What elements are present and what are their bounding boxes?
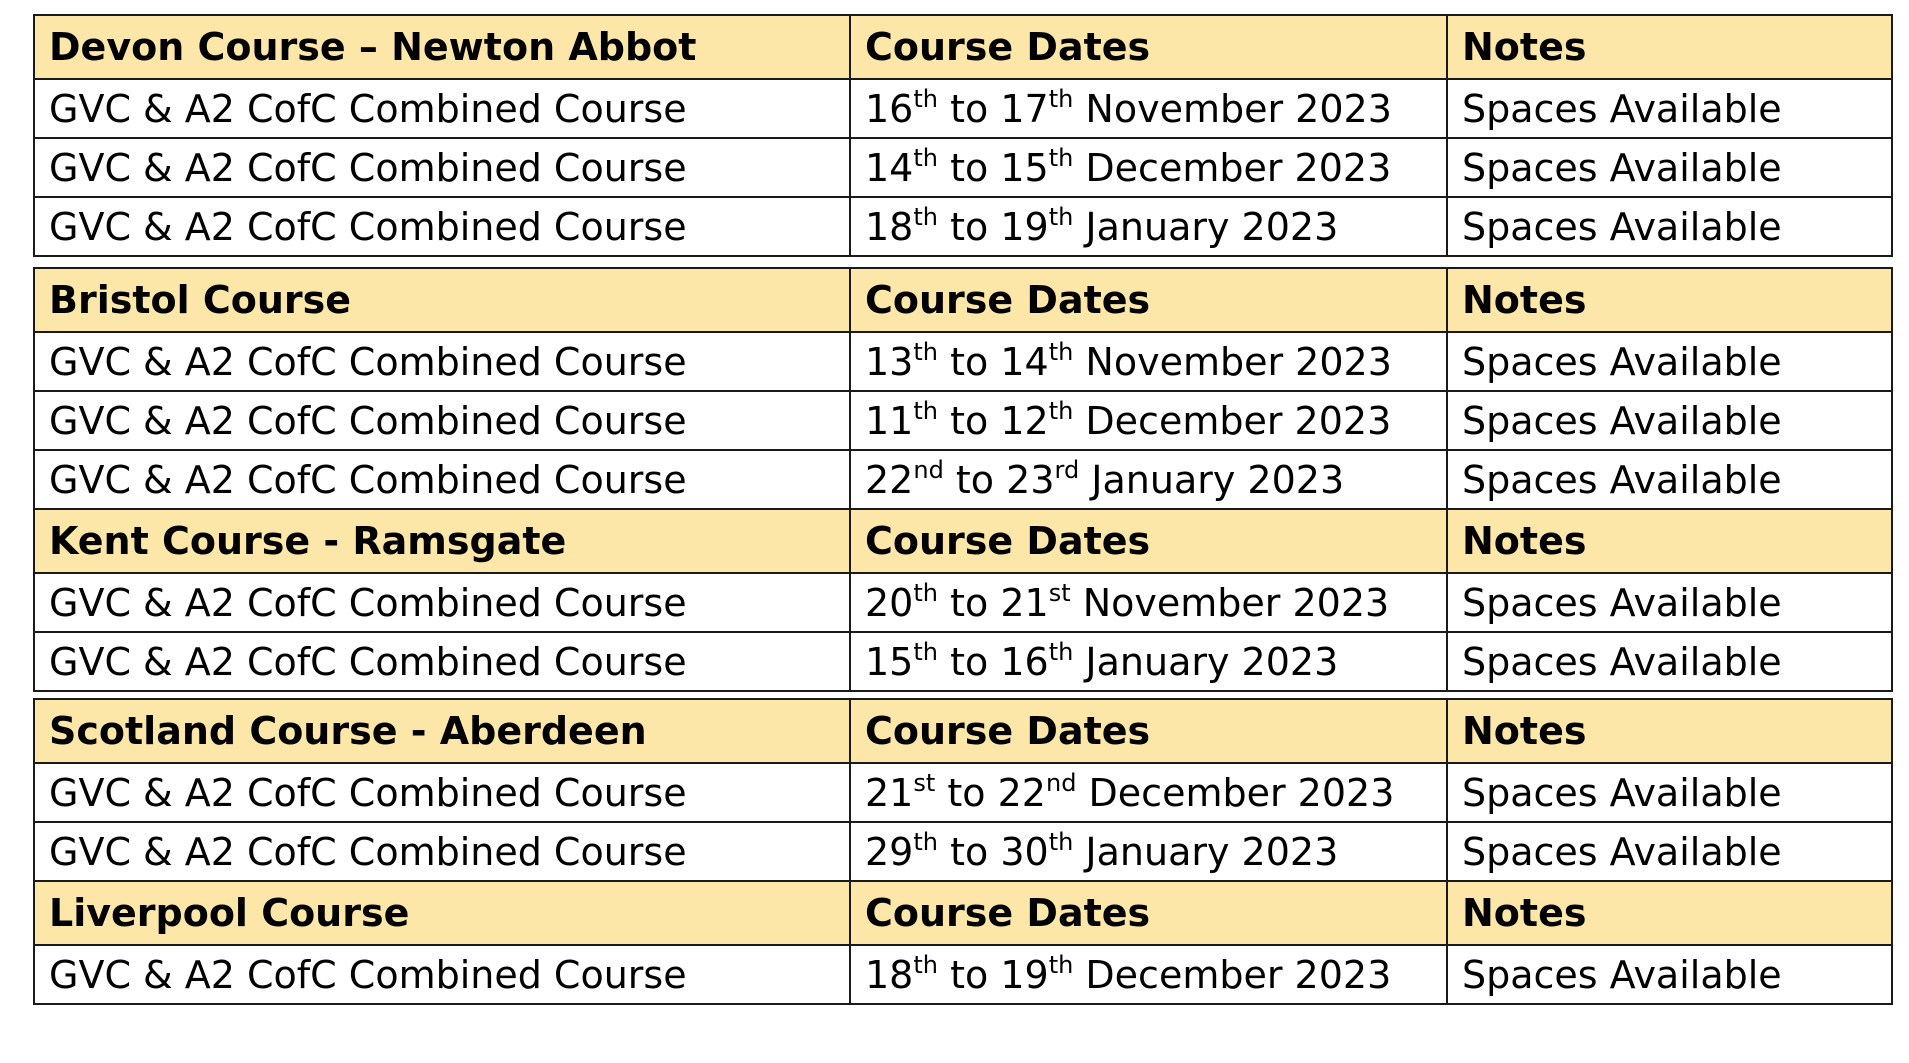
course-date <box>850 450 1447 509</box>
course-section-table <box>33 880 1893 1005</box>
date-start-day: 29 <box>865 829 914 874</box>
table-row <box>34 822 1892 881</box>
course-section-table <box>33 14 1893 257</box>
course-date <box>850 391 1447 450</box>
date-start-day: 15 <box>865 639 914 684</box>
table-row <box>34 138 1892 197</box>
date-month-year: December 2023 <box>1085 398 1392 443</box>
section-header-row <box>34 699 1892 763</box>
date-end-suffix: st <box>1048 578 1071 607</box>
date-month-year: December 2023 <box>1085 145 1392 190</box>
course-date <box>850 573 1447 632</box>
section-title: Devon Course – Newton Abbot <box>34 15 850 79</box>
date-month-year: November 2023 <box>1082 580 1390 625</box>
date-start-suffix: th <box>913 202 938 231</box>
date-connector: to <box>950 204 989 249</box>
date-start-suffix: th <box>913 337 938 366</box>
date-start-day: 22 <box>865 457 914 502</box>
course-section-table <box>33 508 1893 692</box>
date-month-year: January 2023 <box>1091 457 1345 502</box>
table-row <box>34 632 1892 691</box>
date-connector: to <box>950 339 989 384</box>
course-name: GVC & A2 CofC Combined Course <box>34 79 850 138</box>
availability-note: Spaces Available <box>1447 763 1892 822</box>
course-name: GVC & A2 CofC Combined Course <box>34 450 850 509</box>
date-end-day: 21 <box>1000 580 1049 625</box>
course-dates-header: Course Dates <box>850 509 1447 573</box>
date-start-day: 20 <box>865 580 914 625</box>
date-start-suffix: th <box>913 143 938 172</box>
date-month-year: December 2023 <box>1085 952 1392 997</box>
date-start-day: 21 <box>865 770 914 815</box>
date-end-day: 17 <box>1000 86 1049 131</box>
date-end-suffix: th <box>1048 337 1074 366</box>
table-row <box>34 79 1892 138</box>
availability-note: Spaces Available <box>1447 79 1892 138</box>
table-row <box>34 197 1892 256</box>
availability-note: Spaces Available <box>1447 138 1892 197</box>
notes-header: Notes <box>1447 268 1892 332</box>
availability-note: Spaces Available <box>1447 945 1892 1004</box>
course-name: GVC & A2 CofC Combined Course <box>34 945 850 1004</box>
section-title: Liverpool Course <box>34 881 850 945</box>
table-row <box>34 450 1892 509</box>
date-end-day: 19 <box>1000 952 1049 997</box>
section-title: Scotland Course - Aberdeen <box>34 699 850 763</box>
course-date <box>850 79 1447 138</box>
date-end-suffix: th <box>1048 84 1074 113</box>
date-start-suffix: th <box>913 84 938 113</box>
date-end-day: 15 <box>1000 145 1049 190</box>
date-month-year: January 2023 <box>1085 204 1339 249</box>
date-connector: to <box>955 457 995 502</box>
course-name: GVC & A2 CofC Combined Course <box>34 763 850 822</box>
course-date <box>850 138 1447 197</box>
date-end-suffix: th <box>1048 827 1074 856</box>
date-end-day: 14 <box>1000 339 1049 384</box>
date-end-suffix: nd <box>1045 768 1077 797</box>
course-name: GVC & A2 CofC Combined Course <box>34 632 850 691</box>
date-end-suffix: th <box>1048 396 1074 425</box>
course-date <box>850 332 1447 391</box>
availability-note: Spaces Available <box>1447 632 1892 691</box>
course-name: GVC & A2 CofC Combined Course <box>34 822 850 881</box>
section-header-row <box>34 268 1892 332</box>
date-start-day: 13 <box>865 339 914 384</box>
date-month-year: December 2023 <box>1088 770 1395 815</box>
date-start-suffix: th <box>913 950 938 979</box>
availability-note: Spaces Available <box>1447 391 1892 450</box>
table-row <box>34 573 1892 632</box>
section-header-row <box>34 15 1892 79</box>
date-connector: to <box>950 952 989 997</box>
course-section-table <box>33 698 1893 882</box>
date-end-suffix: rd <box>1054 455 1080 484</box>
course-date <box>850 822 1447 881</box>
date-end-suffix: th <box>1048 950 1074 979</box>
section-header-row <box>34 509 1892 573</box>
date-end-day: 16 <box>1000 639 1049 684</box>
date-start-suffix: th <box>913 827 938 856</box>
date-connector: to <box>950 829 989 874</box>
course-dates-header: Course Dates <box>850 15 1447 79</box>
availability-note: Spaces Available <box>1447 822 1892 881</box>
course-section-table <box>33 267 1893 510</box>
section-title: Bristol Course <box>34 268 850 332</box>
date-connector: to <box>950 639 989 684</box>
date-end-day: 19 <box>1000 204 1049 249</box>
table-row <box>34 332 1892 391</box>
date-end-suffix: th <box>1048 202 1074 231</box>
section-header-row <box>34 881 1892 945</box>
date-start-suffix: nd <box>913 455 944 484</box>
date-start-day: 14 <box>865 145 914 190</box>
course-dates-header: Course Dates <box>850 699 1447 763</box>
notes-header: Notes <box>1447 15 1892 79</box>
course-dates-header: Course Dates <box>850 268 1447 332</box>
notes-header: Notes <box>1447 509 1892 573</box>
course-name: GVC & A2 CofC Combined Course <box>34 573 850 632</box>
date-end-day: 30 <box>1000 829 1049 874</box>
date-end-suffix: th <box>1048 143 1074 172</box>
availability-note: Spaces Available <box>1447 197 1892 256</box>
date-connector: to <box>950 580 989 625</box>
date-start-suffix: th <box>913 578 938 607</box>
table-row <box>34 763 1892 822</box>
table-row <box>34 391 1892 450</box>
date-end-suffix: th <box>1048 637 1074 666</box>
date-connector: to <box>950 398 989 443</box>
course-date <box>850 197 1447 256</box>
date-start-day: 18 <box>865 952 914 997</box>
date-start-day: 18 <box>865 204 914 249</box>
section-title: Kent Course - Ramsgate <box>34 509 850 573</box>
date-start-day: 16 <box>865 86 914 131</box>
availability-note: Spaces Available <box>1447 332 1892 391</box>
notes-header: Notes <box>1447 699 1892 763</box>
date-connector: to <box>950 86 989 131</box>
table-row <box>34 945 1892 1004</box>
course-dates-header: Course Dates <box>850 881 1447 945</box>
date-end-day: 22 <box>997 770 1046 815</box>
course-name: GVC & A2 CofC Combined Course <box>34 138 850 197</box>
availability-note: Spaces Available <box>1447 450 1892 509</box>
date-month-year: November 2023 <box>1085 86 1392 131</box>
date-start-suffix: th <box>913 637 938 666</box>
date-end-day: 23 <box>1006 457 1055 502</box>
course-name: GVC & A2 CofC Combined Course <box>34 197 850 256</box>
course-date <box>850 763 1447 822</box>
date-month-year: November 2023 <box>1085 339 1392 384</box>
course-name: GVC & A2 CofC Combined Course <box>34 391 850 450</box>
course-date <box>850 632 1447 691</box>
date-start-suffix: th <box>913 396 938 425</box>
date-connector: to <box>947 770 986 815</box>
date-month-year: January 2023 <box>1085 829 1339 874</box>
date-month-year: January 2023 <box>1085 639 1339 684</box>
date-connector: to <box>950 145 989 190</box>
course-date <box>850 945 1447 1004</box>
notes-header: Notes <box>1447 881 1892 945</box>
date-start-suffix: st <box>913 768 936 797</box>
availability-note: Spaces Available <box>1447 573 1892 632</box>
course-schedule <box>33 14 1891 1005</box>
date-start-day: 11 <box>865 398 914 443</box>
course-name: GVC & A2 CofC Combined Course <box>34 332 850 391</box>
date-end-day: 12 <box>1000 398 1049 443</box>
